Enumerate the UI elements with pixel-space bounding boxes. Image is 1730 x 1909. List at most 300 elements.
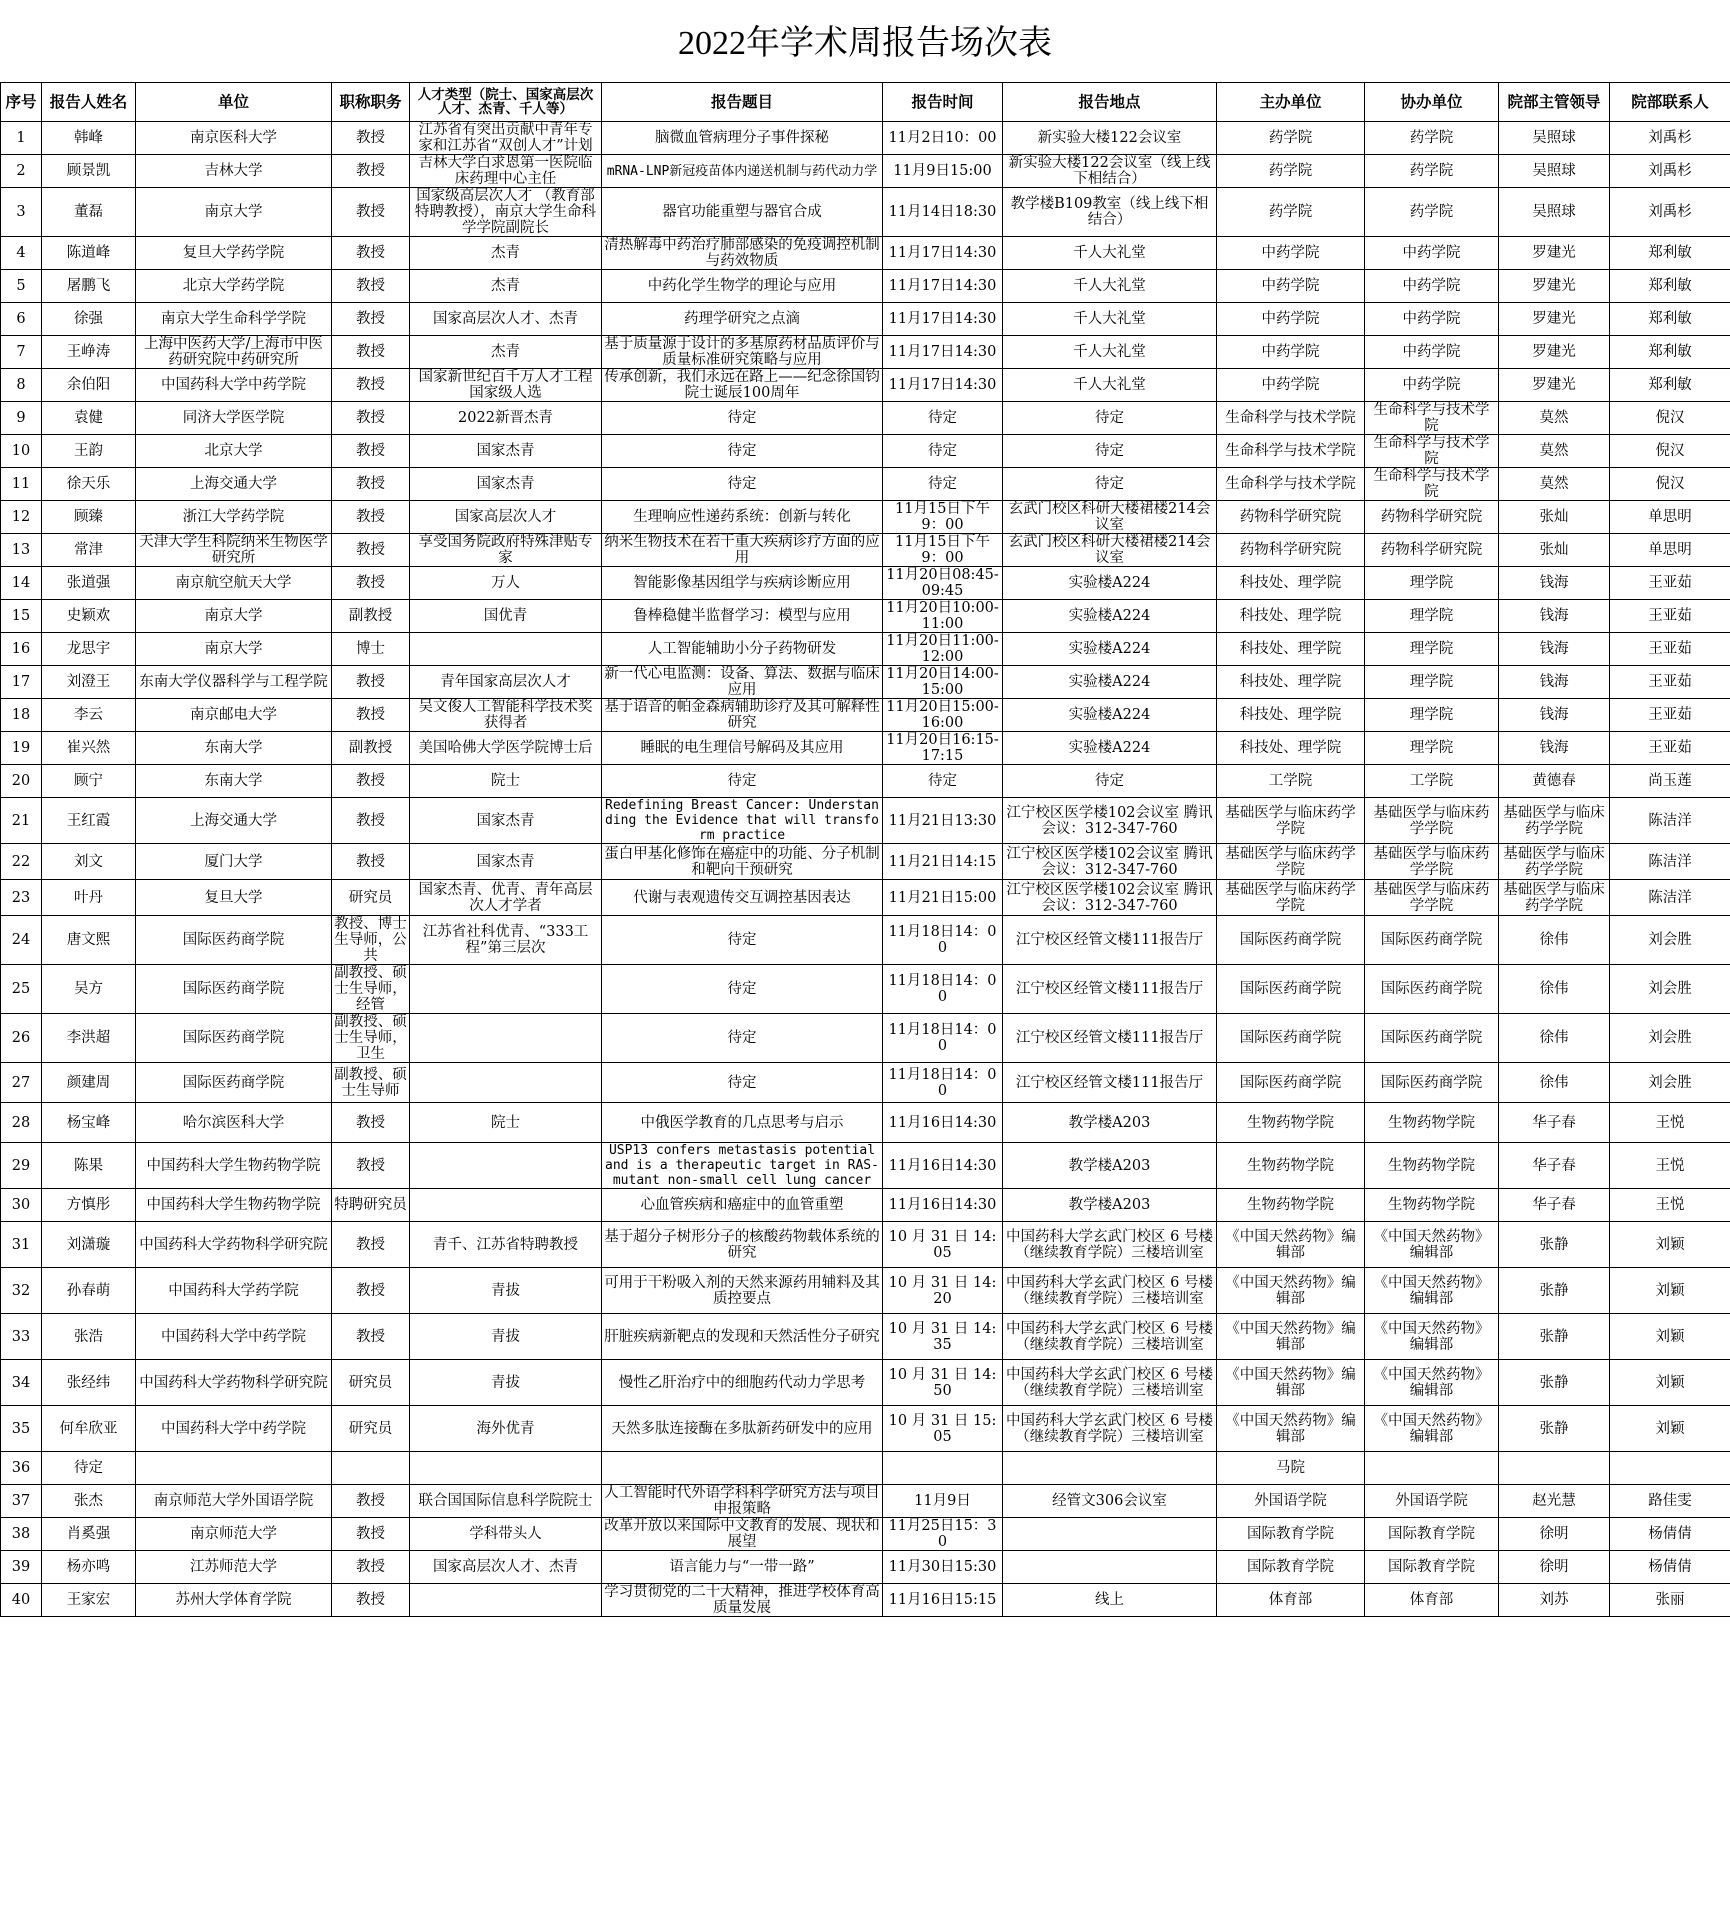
col-time-cell: 11月25日15：30 <box>883 1518 1003 1551</box>
col-time-cell: 10 月 31 日 15:05 <box>883 1406 1003 1452</box>
col-topic-cell: 新一代心电监测：设备、算法、数据与临床应用 <box>602 666 883 699</box>
col-topic-cell: 待定 <box>602 1063 883 1103</box>
col-contact-cell: 刘禹杉 <box>1610 188 1730 237</box>
col-host-cell: 工学院 <box>1217 765 1365 798</box>
col-talent-type-cell: 万人 <box>410 567 602 600</box>
col-topic-cell: 传承创新，我们永远在路上——纪念徐国钧院士诞辰100周年 <box>602 369 883 402</box>
col-affiliation-cell: 南京航空航天大学 <box>136 567 332 600</box>
col-index-cell: 38 <box>1 1518 42 1551</box>
col-contact-cell: 刘会胜 <box>1610 916 1730 965</box>
col-talent-type-cell: 2022新晋杰青 <box>410 402 602 435</box>
col-time-cell: 11月17日14:30 <box>883 336 1003 369</box>
col-index-cell: 35 <box>1 1406 42 1452</box>
col-title-rank-cell: 教授 <box>332 765 410 798</box>
col-speaker-cell: 何牟欣亚 <box>42 1406 136 1452</box>
col-speaker-header: 报告人姓名 <box>42 83 136 122</box>
col-location-cell: 新实验大楼122会议室（线上线下相结合） <box>1003 155 1217 188</box>
col-host-cell: 基础医学与临床药学学院 <box>1217 880 1365 916</box>
col-affiliation-header: 单位 <box>136 83 332 122</box>
col-contact-cell: 王悦 <box>1610 1189 1730 1222</box>
col-affiliation-cell: 东南大学仪器科学与工程学院 <box>136 666 332 699</box>
col-index-cell: 39 <box>1 1551 42 1584</box>
col-time-cell: 11月15日下午9：00 <box>883 501 1003 534</box>
col-leader-cell: 徐伟 <box>1499 1014 1610 1063</box>
col-talent-type-cell <box>410 1189 602 1222</box>
col-time-cell: 11月20日10:00-11:00 <box>883 600 1003 633</box>
col-contact-cell: 王亚茹 <box>1610 732 1730 765</box>
col-contact-cell: 刘颖 <box>1610 1314 1730 1360</box>
table-row <box>1 1314 1730 1360</box>
col-contact-cell: 郑利敏 <box>1610 237 1730 270</box>
col-leader-cell: 张静 <box>1499 1314 1610 1360</box>
col-topic-cell: 天然多肽连接酶在多肽新药研发中的应用 <box>602 1406 883 1452</box>
col-host-cell: 生物药物学院 <box>1217 1189 1365 1222</box>
col-speaker-cell: 顾宁 <box>42 765 136 798</box>
col-leader-cell: 罗建光 <box>1499 270 1610 303</box>
col-contact-cell: 单思明 <box>1610 534 1730 567</box>
col-location-cell: 实验楼A224 <box>1003 732 1217 765</box>
table-row <box>1 880 1730 916</box>
col-location-cell: 千人大礼堂 <box>1003 303 1217 336</box>
col-index-cell: 26 <box>1 1014 42 1063</box>
col-host-cell: 科技处、理学院 <box>1217 666 1365 699</box>
col-contact-cell: 路佳雯 <box>1610 1485 1730 1518</box>
col-title-rank-cell: 教授 <box>332 1518 410 1551</box>
col-time-cell: 11月16日15:15 <box>883 1584 1003 1617</box>
table-row <box>1 1222 1730 1268</box>
col-affiliation-cell: 北京大学 <box>136 435 332 468</box>
col-co-host-cell: 生命科学与技术学院 <box>1365 435 1499 468</box>
col-host-cell: 药学院 <box>1217 122 1365 155</box>
table-row <box>1 1551 1730 1584</box>
col-speaker-cell: 颜建周 <box>42 1063 136 1103</box>
col-contact-cell: 尚玉莲 <box>1610 765 1730 798</box>
table-row <box>1 1189 1730 1222</box>
col-time-cell: 待定 <box>883 402 1003 435</box>
col-host-cell: 国际医药商学院 <box>1217 965 1365 1014</box>
col-index-cell: 31 <box>1 1222 42 1268</box>
col-location-cell: 江宁校区经管文楼111报告厅 <box>1003 916 1217 965</box>
col-index-cell: 4 <box>1 237 42 270</box>
col-talent-type-cell: 杰青 <box>410 237 602 270</box>
col-location-cell: 玄武门校区科研大楼裙楼214会议室 <box>1003 501 1217 534</box>
col-talent-type-cell: 吉林大学白求恩第一医院临床药理中心主任 <box>410 155 602 188</box>
col-topic-cell: Redefining Breast Cancer: Understanding the Evidence that will transform practice <box>602 798 883 844</box>
col-co-host-cell: 中药学院 <box>1365 336 1499 369</box>
col-talent-type-cell: 吴文俊人工智能科学技术奖获得者 <box>410 699 602 732</box>
col-leader-cell: 罗建光 <box>1499 369 1610 402</box>
col-time-cell: 11月20日16:15-17:15 <box>883 732 1003 765</box>
col-talent-type-cell <box>410 1143 602 1189</box>
col-title-rank-cell: 教授 <box>332 270 410 303</box>
col-co-host-cell: 理学院 <box>1365 666 1499 699</box>
col-title-rank-cell: 教授 <box>332 1143 410 1189</box>
col-index-cell: 40 <box>1 1584 42 1617</box>
col-leader-cell: 刘苏 <box>1499 1584 1610 1617</box>
col-talent-type-cell: 国家级高层次人才 （教育部特聘教授），南京大学生命科学学院副院长 <box>410 188 602 237</box>
col-contact-cell: 陈洁洋 <box>1610 844 1730 880</box>
col-location-cell: 实验楼A224 <box>1003 567 1217 600</box>
col-leader-cell: 基础医学与临床药学学院 <box>1499 880 1610 916</box>
col-speaker-cell: 唐文熙 <box>42 916 136 965</box>
col-leader-cell: 罗建光 <box>1499 303 1610 336</box>
col-contact-cell: 倪汉 <box>1610 402 1730 435</box>
col-leader-cell: 徐伟 <box>1499 965 1610 1014</box>
col-location-cell: 待定 <box>1003 435 1217 468</box>
col-contact-cell: 刘会胜 <box>1610 965 1730 1014</box>
col-contact-cell: 郑利敏 <box>1610 369 1730 402</box>
col-talent-type-cell: 青拔 <box>410 1360 602 1406</box>
col-leader-cell: 华子春 <box>1499 1143 1610 1189</box>
col-speaker-cell: 叶丹 <box>42 880 136 916</box>
col-host-cell: 科技处、理学院 <box>1217 732 1365 765</box>
table-row <box>1 798 1730 844</box>
table-row <box>1 600 1730 633</box>
col-talent-type-cell: 享受国务院政府特殊津贴专家 <box>410 534 602 567</box>
col-speaker-cell: 崔兴然 <box>42 732 136 765</box>
col-co-host-cell: 生物药物学院 <box>1365 1189 1499 1222</box>
col-co-host-cell: 理学院 <box>1365 633 1499 666</box>
col-contact-cell: 郑利敏 <box>1610 270 1730 303</box>
col-title-rank-cell: 教授 <box>332 402 410 435</box>
col-topic-cell: USP13 confers metastasis potential and is a therapeutic target in RAS-mutant non-small cell lung cancer <box>602 1143 883 1189</box>
col-affiliation-cell: 中国药科大学药物科学研究院 <box>136 1360 332 1406</box>
col-co-host-cell: 中药学院 <box>1365 237 1499 270</box>
col-location-cell: 线上 <box>1003 1584 1217 1617</box>
col-time-cell: 11月20日14:00-15:00 <box>883 666 1003 699</box>
col-index-cell: 12 <box>1 501 42 534</box>
col-time-cell: 11月30日15:30 <box>883 1551 1003 1584</box>
col-topic-cell: 脑微血管病理分子事件探秘 <box>602 122 883 155</box>
col-speaker-cell: 王红霞 <box>42 798 136 844</box>
col-time-cell: 11月17日14:30 <box>883 303 1003 336</box>
col-index-cell: 22 <box>1 844 42 880</box>
col-topic-cell: 中药化学生物学的理论与应用 <box>602 270 883 303</box>
col-co-host-cell: 中药学院 <box>1365 369 1499 402</box>
col-affiliation-cell: 哈尔滨医科大学 <box>136 1103 332 1143</box>
col-talent-type-cell <box>410 965 602 1014</box>
table-row <box>1 633 1730 666</box>
col-leader-cell: 徐伟 <box>1499 1063 1610 1103</box>
col-speaker-cell: 董磊 <box>42 188 136 237</box>
col-index-cell: 1 <box>1 122 42 155</box>
table-row <box>1 732 1730 765</box>
col-leader-cell: 张静 <box>1499 1360 1610 1406</box>
col-co-host-cell: 国际医药商学院 <box>1365 965 1499 1014</box>
col-talent-type-cell <box>410 1584 602 1617</box>
col-time-cell: 11月18日14：00 <box>883 916 1003 965</box>
col-talent-type-cell: 国家杰青、优青、青年高层次人才学者 <box>410 880 602 916</box>
col-talent-type-cell: 国家杰青 <box>410 798 602 844</box>
col-talent-type-cell <box>410 1452 602 1485</box>
table-row <box>1 303 1730 336</box>
col-talent-type-cell <box>410 1063 602 1103</box>
col-leader-cell: 张静 <box>1499 1222 1610 1268</box>
col-co-host-cell: 《中国天然药物》编辑部 <box>1365 1360 1499 1406</box>
col-topic-cell: 纳米生物技术在若干重大疾病诊疗方面的应用 <box>602 534 883 567</box>
col-time-cell <box>883 1452 1003 1485</box>
col-time-cell: 11月18日14：00 <box>883 1063 1003 1103</box>
col-host-cell: 药物科学研究院 <box>1217 501 1365 534</box>
col-index-cell: 24 <box>1 916 42 965</box>
col-speaker-cell: 李云 <box>42 699 136 732</box>
col-topic-cell: 人工智能辅助小分子药物研发 <box>602 633 883 666</box>
table-row <box>1 765 1730 798</box>
col-host-cell: 基础医学与临床药学学院 <box>1217 798 1365 844</box>
col-contact-cell: 刘颖 <box>1610 1360 1730 1406</box>
col-co-host-cell: 外国语学院 <box>1365 1485 1499 1518</box>
table-row <box>1 155 1730 188</box>
col-host-cell: 生命科学与技术学院 <box>1217 435 1365 468</box>
col-title-rank-cell: 教授 <box>332 435 410 468</box>
col-affiliation-cell: 吉林大学 <box>136 155 332 188</box>
col-co-host-cell: 国际医药商学院 <box>1365 1014 1499 1063</box>
table-row <box>1 1518 1730 1551</box>
col-contact-cell: 王亚茹 <box>1610 600 1730 633</box>
col-index-cell: 5 <box>1 270 42 303</box>
col-contact-cell: 杨倩倩 <box>1610 1518 1730 1551</box>
col-contact-cell: 倪汉 <box>1610 435 1730 468</box>
col-co-host-cell: 《中国天然药物》编辑部 <box>1365 1406 1499 1452</box>
col-time-cell: 11月18日14：00 <box>883 1014 1003 1063</box>
col-topic-cell: 基于语音的帕金森病辅助诊疗及其可解释性研究 <box>602 699 883 732</box>
col-topic-cell: 基于质量源于设计的多基原药材品质评价与质量标准研究策略与应用 <box>602 336 883 369</box>
col-host-cell: 科技处、理学院 <box>1217 567 1365 600</box>
col-location-cell: 千人大礼堂 <box>1003 336 1217 369</box>
col-location-cell: 待定 <box>1003 765 1217 798</box>
col-affiliation-cell: 上海中医药大学/上海市中医药研究院中药研究所 <box>136 336 332 369</box>
col-title-rank-cell: 研究员 <box>332 1360 410 1406</box>
col-talent-type-cell: 国家高层次人才、杰青 <box>410 303 602 336</box>
table-row <box>1 1584 1730 1617</box>
col-speaker-cell: 王韵 <box>42 435 136 468</box>
col-speaker-cell: 杨宝峰 <box>42 1103 136 1143</box>
col-speaker-cell: 李洪超 <box>42 1014 136 1063</box>
col-host-cell: 国际医药商学院 <box>1217 1063 1365 1103</box>
col-talent-type-cell: 青拔 <box>410 1314 602 1360</box>
col-index-cell: 7 <box>1 336 42 369</box>
table-row <box>1 188 1730 237</box>
col-contact-cell: 刘颖 <box>1610 1406 1730 1452</box>
col-index-cell: 8 <box>1 369 42 402</box>
col-time-cell: 11月21日15:00 <box>883 880 1003 916</box>
col-host-cell: 体育部 <box>1217 1584 1365 1617</box>
table-row <box>1 666 1730 699</box>
col-title-rank-cell: 副教授、硕士生导师 <box>332 1063 410 1103</box>
col-index-cell: 11 <box>1 468 42 501</box>
col-leader-cell: 罗建光 <box>1499 336 1610 369</box>
col-co-host-cell: 生命科学与技术学院 <box>1365 402 1499 435</box>
col-title-rank-cell: 教授 <box>332 534 410 567</box>
col-location-cell: 待定 <box>1003 402 1217 435</box>
col-title-rank-cell: 教授 <box>332 844 410 880</box>
col-co-host-cell: 工学院 <box>1365 765 1499 798</box>
col-talent-type-cell: 青千、江苏省特聘教授 <box>410 1222 602 1268</box>
col-speaker-cell: 王家宏 <box>42 1584 136 1617</box>
col-host-cell: 国际医药商学院 <box>1217 916 1365 965</box>
col-location-cell: 江宁校区医学楼102会议室 腾讯会议：312-347-760 <box>1003 880 1217 916</box>
col-co-host-header: 协办单位 <box>1365 83 1499 122</box>
col-index-cell: 34 <box>1 1360 42 1406</box>
col-speaker-cell: 徐天乐 <box>42 468 136 501</box>
col-time-cell: 11月20日08:45-09:45 <box>883 567 1003 600</box>
col-affiliation-cell: 南京大学 <box>136 633 332 666</box>
col-talent-type-header: 人才类型（院士、国家高层次人才、杰青、千人等） <box>410 83 602 122</box>
col-speaker-cell: 吴方 <box>42 965 136 1014</box>
col-topic-cell: 中俄医学教育的几点思考与启示 <box>602 1103 883 1143</box>
col-affiliation-cell <box>136 1452 332 1485</box>
col-time-cell: 11月21日13:30 <box>883 798 1003 844</box>
col-leader-cell: 钱海 <box>1499 567 1610 600</box>
col-index-cell: 16 <box>1 633 42 666</box>
col-title-rank-cell: 教授 <box>332 567 410 600</box>
col-title-rank-cell: 副教授、硕士生导师，经管 <box>332 965 410 1014</box>
col-speaker-cell: 方慎彤 <box>42 1189 136 1222</box>
col-title-rank-cell: 教授 <box>332 303 410 336</box>
col-index-cell: 20 <box>1 765 42 798</box>
col-co-host-cell <box>1365 1452 1499 1485</box>
col-co-host-cell: 国际教育学院 <box>1365 1518 1499 1551</box>
col-leader-cell: 钱海 <box>1499 732 1610 765</box>
col-time-cell: 待定 <box>883 435 1003 468</box>
col-host-cell: 生物药物学院 <box>1217 1143 1365 1189</box>
header-row <box>1 83 1730 122</box>
col-location-cell: 中国药科大学玄武门校区 6 号楼（继续教育学院）三楼培训室 <box>1003 1406 1217 1452</box>
col-topic-cell: 智能影像基因组学与疾病诊断应用 <box>602 567 883 600</box>
col-time-cell: 11月17日14:30 <box>883 270 1003 303</box>
col-title-rank-cell: 教授 <box>332 1314 410 1360</box>
col-affiliation-cell: 中国药科大学药学院 <box>136 1268 332 1314</box>
table-row <box>1 1103 1730 1143</box>
table-row <box>1 699 1730 732</box>
col-topic-cell: 慢性乙肝治疗中的细胞药代动力学思考 <box>602 1360 883 1406</box>
col-topic-cell: 待定 <box>602 965 883 1014</box>
col-host-cell: 生命科学与技术学院 <box>1217 468 1365 501</box>
col-host-cell: 《中国天然药物》编辑部 <box>1217 1222 1365 1268</box>
col-time-cell: 11月15日下午9：00 <box>883 534 1003 567</box>
table-body <box>1 122 1730 1617</box>
col-co-host-cell: 中药学院 <box>1365 303 1499 336</box>
col-leader-header: 院部主管领导 <box>1499 83 1610 122</box>
col-contact-cell: 刘颖 <box>1610 1268 1730 1314</box>
col-contact-cell: 杨倩倩 <box>1610 1551 1730 1584</box>
col-time-cell: 11月17日14:30 <box>883 369 1003 402</box>
col-talent-type-cell: 杰青 <box>410 270 602 303</box>
col-affiliation-cell: 同济大学医学院 <box>136 402 332 435</box>
table-row <box>1 1360 1730 1406</box>
col-contact-cell: 刘禹杉 <box>1610 155 1730 188</box>
col-time-cell: 10 月 31 日 14:50 <box>883 1360 1003 1406</box>
col-affiliation-cell: 北京大学药学院 <box>136 270 332 303</box>
col-contact-cell: 王悦 <box>1610 1143 1730 1189</box>
col-affiliation-cell: 国际医药商学院 <box>136 965 332 1014</box>
col-index-cell: 21 <box>1 798 42 844</box>
col-leader-cell: 张静 <box>1499 1406 1610 1452</box>
col-contact-cell: 王亚茹 <box>1610 666 1730 699</box>
col-affiliation-cell: 中国药科大学药物科学研究院 <box>136 1222 332 1268</box>
col-leader-cell: 徐伟 <box>1499 916 1610 965</box>
table-row <box>1 1143 1730 1189</box>
col-co-host-cell: 国际教育学院 <box>1365 1551 1499 1584</box>
col-co-host-cell: 理学院 <box>1365 699 1499 732</box>
col-speaker-cell: 张杰 <box>42 1485 136 1518</box>
col-talent-type-cell: 青拔 <box>410 1268 602 1314</box>
table-row <box>1 402 1730 435</box>
col-speaker-cell: 陈果 <box>42 1143 136 1189</box>
col-leader-cell: 吴照球 <box>1499 155 1610 188</box>
col-time-cell: 10 月 31 日 14:20 <box>883 1268 1003 1314</box>
col-affiliation-cell: 复旦大学 <box>136 880 332 916</box>
col-leader-cell: 黄德春 <box>1499 765 1610 798</box>
col-title-rank-cell: 特聘研究员 <box>332 1189 410 1222</box>
col-host-cell: 外国语学院 <box>1217 1485 1365 1518</box>
table-row <box>1 965 1730 1014</box>
col-contact-cell: 陈洁洋 <box>1610 880 1730 916</box>
col-title-rank-cell: 教授 <box>332 155 410 188</box>
col-title-rank-cell: 教授 <box>332 122 410 155</box>
col-topic-cell: 改革开放以来国际中文教育的发展、现状和展望 <box>602 1518 883 1551</box>
col-co-host-cell: 《中国天然药物》编辑部 <box>1365 1268 1499 1314</box>
col-topic-header: 报告题目 <box>602 83 883 122</box>
col-location-cell <box>1003 1518 1217 1551</box>
col-location-cell <box>1003 1452 1217 1485</box>
col-topic-cell: 器官功能重塑与器官合成 <box>602 188 883 237</box>
col-contact-cell: 刘颖 <box>1610 1222 1730 1268</box>
col-host-cell: 科技处、理学院 <box>1217 600 1365 633</box>
col-location-cell: 江宁校区经管文楼111报告厅 <box>1003 965 1217 1014</box>
col-leader-cell <box>1499 1452 1610 1485</box>
col-location-cell: 中国药科大学玄武门校区 6 号楼（继续教育学院）三楼培训室 <box>1003 1314 1217 1360</box>
col-title-rank-cell: 教授 <box>332 501 410 534</box>
col-location-cell: 教学楼B109教室（线上线下相结合） <box>1003 188 1217 237</box>
col-index-cell: 9 <box>1 402 42 435</box>
col-speaker-cell: 顾臻 <box>42 501 136 534</box>
col-host-cell: 科技处、理学院 <box>1217 699 1365 732</box>
col-leader-cell: 钱海 <box>1499 633 1610 666</box>
col-leader-cell: 莫然 <box>1499 402 1610 435</box>
table-row <box>1 844 1730 880</box>
col-speaker-cell: 张道强 <box>42 567 136 600</box>
page-title: 2022年学术周报告场次表 <box>678 25 1052 62</box>
col-affiliation-cell: 中国药科大学中药学院 <box>136 369 332 402</box>
col-time-cell: 11月16日14:30 <box>883 1189 1003 1222</box>
col-host-cell: 《中国天然药物》编辑部 <box>1217 1314 1365 1360</box>
col-time-cell: 11月2日10：00 <box>883 122 1003 155</box>
col-affiliation-cell: 国际医药商学院 <box>136 916 332 965</box>
col-co-host-cell: 理学院 <box>1365 567 1499 600</box>
table-row <box>1 567 1730 600</box>
col-co-host-cell: 基础医学与临床药学学院 <box>1365 880 1499 916</box>
col-topic-cell: 待定 <box>602 468 883 501</box>
col-co-host-cell: 生物药物学院 <box>1365 1103 1499 1143</box>
col-index-cell: 13 <box>1 534 42 567</box>
col-index-cell: 37 <box>1 1485 42 1518</box>
col-leader-cell: 罗建光 <box>1499 237 1610 270</box>
table-row <box>1 916 1730 965</box>
col-location-cell: 中国药科大学玄武门校区 6 号楼（继续教育学院）三楼培训室 <box>1003 1268 1217 1314</box>
col-host-cell: 中药学院 <box>1217 336 1365 369</box>
col-index-cell: 2 <box>1 155 42 188</box>
col-leader-cell: 张灿 <box>1499 501 1610 534</box>
col-host-cell: 马院 <box>1217 1452 1365 1485</box>
col-location-cell: 实验楼A224 <box>1003 600 1217 633</box>
col-topic-cell: 蛋白甲基化修饰在癌症中的功能、分子机制和靶向干预研究 <box>602 844 883 880</box>
col-talent-type-cell: 杰青 <box>410 336 602 369</box>
col-leader-cell: 钱海 <box>1499 600 1610 633</box>
col-speaker-cell: 杨亦鸣 <box>42 1551 136 1584</box>
col-speaker-cell: 顾景凯 <box>42 155 136 188</box>
table-row <box>1 122 1730 155</box>
